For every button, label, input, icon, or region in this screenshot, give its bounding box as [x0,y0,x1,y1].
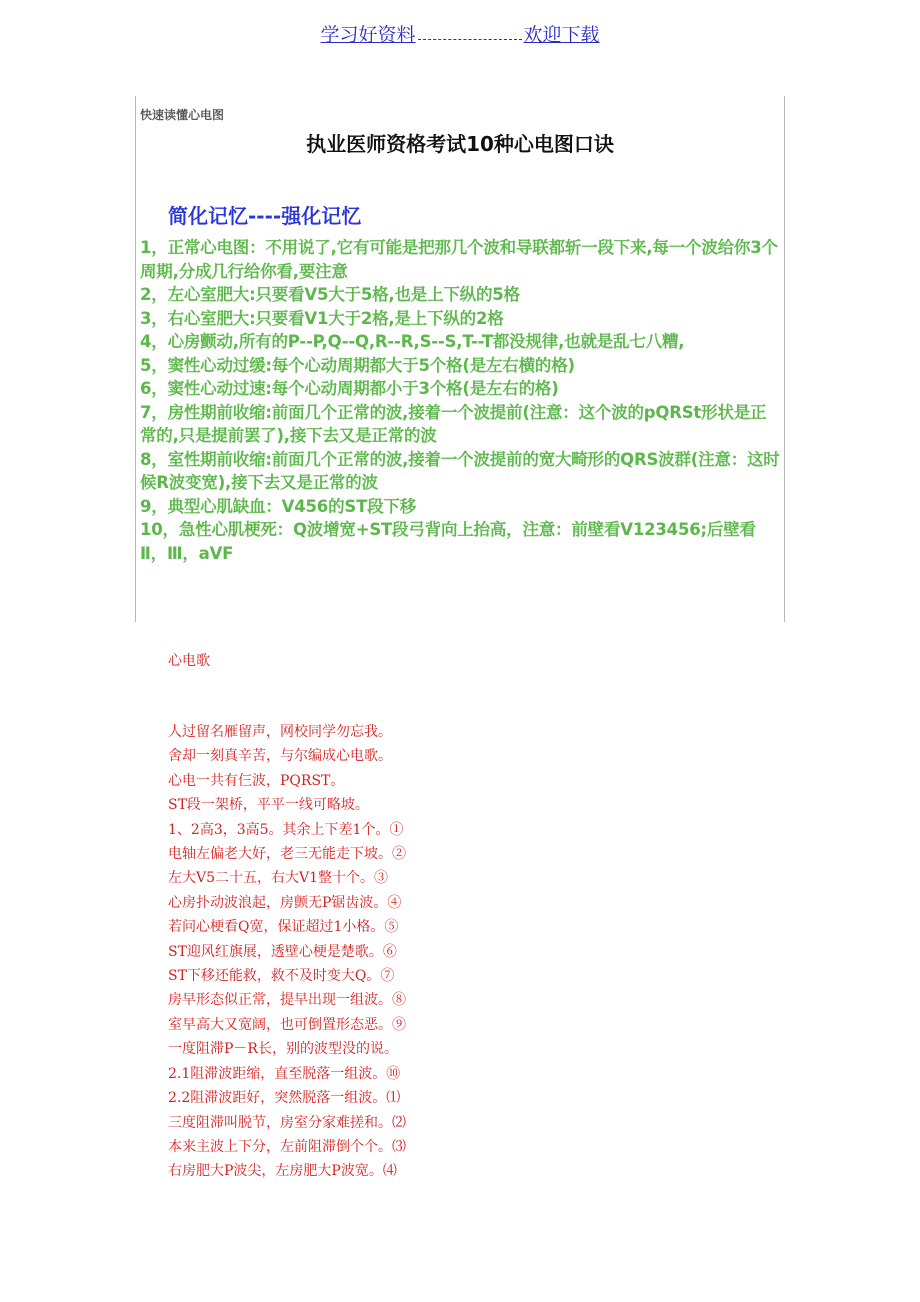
rule-item: 6，窦性心动过速:每个心动周期都小于3个格(是左右的格) [140,379,559,398]
header-left-text: 学习好资料 [320,24,416,46]
song-line: 2.1阻滞波距缩，直至脱落一组波。⑩ [168,1065,401,1082]
song-line: 本来主波上下分，左前阻滞倒个个。⑶ [168,1138,406,1155]
rule-item: 9，典型心肌缺血：V456的ST段下移 [140,496,417,516]
box-subtitle: 简化记忆----强化记忆 [168,204,362,228]
song-line: ST迎风红旗展，透壁心梗是楚歌。⑥ [168,943,397,960]
song-title: 心电歌 [168,653,210,669]
song-line: ST下移还能救，救不及时变大Q。⑦ [168,968,395,985]
rule-item: 1，正常心电图：不用说了,它有可能是把那几个波和导联都斩一段下来,每一个波给你3个周期,分成几行给你看,要注意 [140,238,778,281]
song-line: 电轴左偏老大好，老三无能走下坡。② [168,846,406,863]
song-lines [168,720,768,1184]
rule-item: 4，心房颤动,所有的P--P,Q--Q,R--R,S--S,T--T都没规律,也就是乱七八糟, [140,332,685,351]
rules-list [140,236,780,565]
page-header [0,20,920,47]
box-label: 快速读懂心电图 [140,108,225,122]
song-line: 2.2阻滞波距好，突然脱落一组波。⑴ [168,1090,401,1107]
mnemonic-box [135,96,785,622]
box-title: 执业医师资格考试10种心电图口诀 [306,132,614,156]
song-line: 室早高大又宽阔，也可倒置形态恶。⑨ [168,1016,406,1033]
header-separator [418,20,522,40]
song-line: 心电一共有仨波，PQRST。 [168,772,345,789]
rule-item: 7，房性期前收缩:前面几个正常的波,接着一个波提前(注意：这个波的pQRSt形状是正常的,只是提前罢了),接下去又是正常的波 [140,402,767,445]
song-line: 三度阻滞叫脱节，房室分家难搓和。⑵ [168,1114,406,1131]
rule-item: 3，右心室肥大:只要看V1大于2格,是上下纵的2格 [140,308,504,328]
song-line: 房早形态似正常，提早出现一组波。⑧ [168,992,406,1009]
song-line: 右房肥大P波尖，左房肥大P波宽。⑷ [168,1163,397,1180]
rule-item: 2，左心室肥大:只要看V5大于5格,也是上下纵的5格 [140,285,520,304]
song-line: 一度阻滞P－R长，别的波型没的说。 [168,1041,398,1058]
song-line: 舍却一刻真辛苦，与尔编成心电歌。 [168,748,392,765]
song-line: 1、2高3，3高5。其余上下差1个。① [168,821,404,838]
header-right-text: 欢迎下载 [523,24,600,46]
song-line: 人过留名雁留声，网校同学勿忘我。 [168,724,392,740]
song-line: 若问心梗看Q宽，保证超过1小格。⑤ [168,919,399,936]
rule-item: 8，室性期前收缩:前面几个正常的波,接着一个波提前的宽大畸形的QRS波群(注意：这时候R波变宽),接下去又是正常的波 [140,449,780,492]
rule-item: 5，窦性心动过缓:每个心动周期都大于5个格(是左右横的格) [140,355,575,375]
rule-item: 10，急性心肌梗死：Q波增宽+ST段弓背向上抬高，注意：前壁看V123456;后壁看Ⅱ，Ⅲ，aVF [140,520,756,563]
song-line: 左大V5二十五，右大V1整十个。③ [168,870,389,887]
song-line: 心房扑动波浪起，房颤无P锯齿波。④ [168,894,402,911]
song-line: ST段一架桥，平平一线可略坡。 [168,797,369,814]
